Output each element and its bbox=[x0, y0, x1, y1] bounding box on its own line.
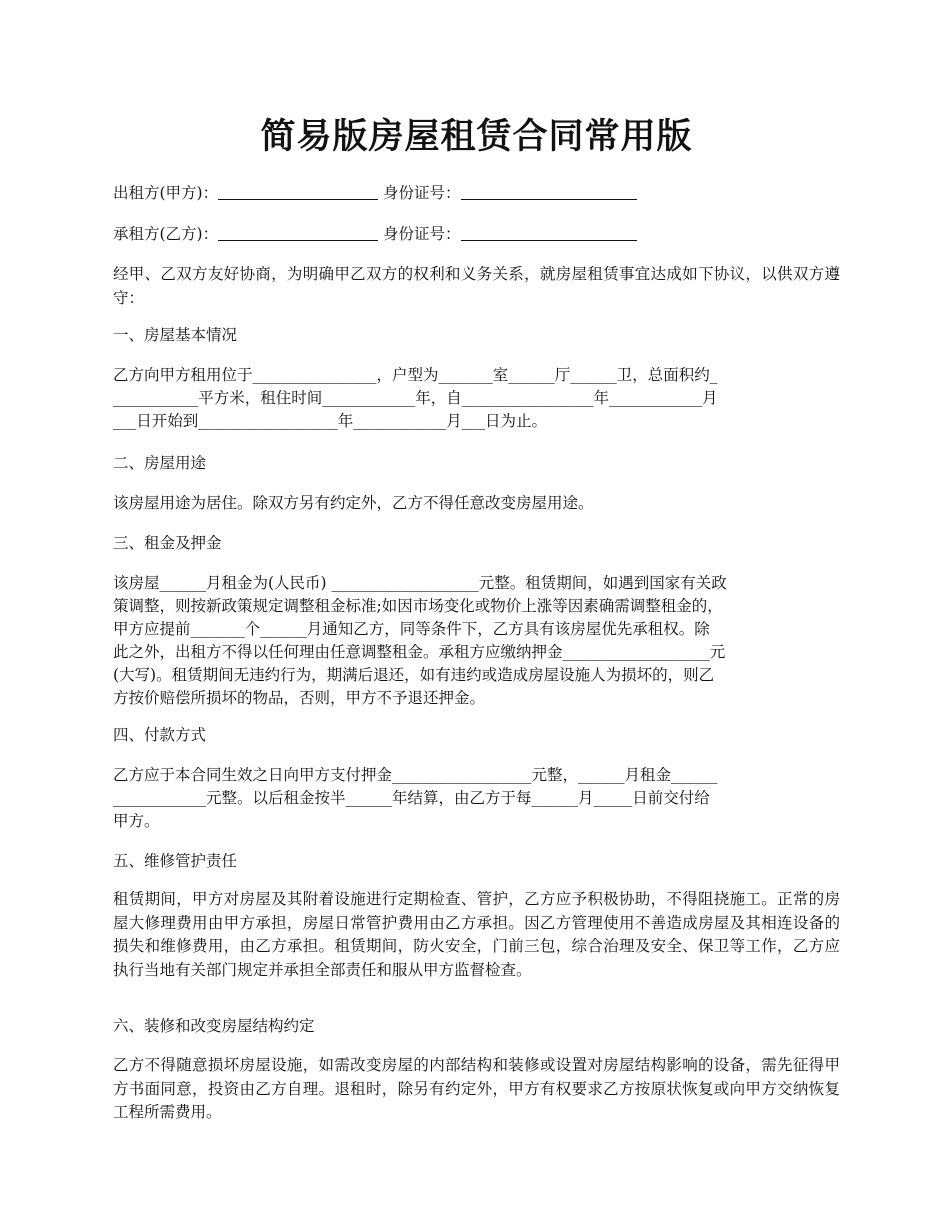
section-3-heading: 三、租金及押金 bbox=[113, 534, 222, 552]
section-4-heading: 四、付款方式 bbox=[113, 726, 207, 744]
section-6-heading: 六、装修和改变房屋结构约定 bbox=[113, 1017, 315, 1035]
section-2-body: 该房屋用途为居住。除双方另有约定外，乙方不得任意改变房屋用途。 bbox=[113, 494, 594, 512]
document-title: 简易版房屋租赁合同常用版 bbox=[260, 116, 693, 157]
section-2-heading: 二、房屋用途 bbox=[113, 454, 207, 472]
lessor-row bbox=[113, 181, 840, 205]
lessor-id-label: 身份证号： bbox=[383, 184, 461, 202]
section-3-line-3: 甲方应提前_______个______月通知乙方，同等条件下，乙方具有该房屋优先承租权。除 bbox=[113, 620, 710, 638]
section-3-line-1: 该房屋______月租金为(人民币) ___________________元整。租赁期间，如遇到国家有关政 bbox=[113, 574, 727, 592]
section-3-line-5: (大写)。租赁期间无违约行为，期满后退还，如有违约或造成房屋设施人为损坏的，则乙 bbox=[113, 666, 715, 684]
section-4-line-2: ____________元整。以后租金按半______年结算，由乙方于每______月_____日前交付给 bbox=[113, 789, 710, 807]
lessee-id-label: 身份证号： bbox=[383, 225, 461, 243]
section-3-line-2: 策调整，则按新政策规定调整租金标准;如因市场变化或物价上涨等因素确需调整租金的， bbox=[113, 597, 723, 615]
lessor-name-blank[interactable] bbox=[218, 183, 378, 200]
section-5-heading: 五、维修管护责任 bbox=[113, 852, 238, 870]
section-5-body: 租赁期间，甲方对房屋及其附着设施进行定期检查、管护，乙方应予积极协助，不得阻挠施工。正常的房屋大修理费用由甲方承担，房屋日常管护费用由乙方承担。因乙方管理使用不善造成房屋及其相连设备的损失和维修费用，由乙方承担。租赁期间，防火安全，门前三包，综合治理及安全、保卫等工作，乙方应执行当地有关部门规定并承担全部责任和服从甲方监督检查。 bbox=[113, 890, 840, 979]
section-6-body: 乙方不得随意损坏房屋设施，如需改变房屋的内部结构和装修或设置对房屋结构影响的设备，需先征得甲方书面同意，投资由乙方自理。退租时，除另有约定外，甲方有权要求乙方按原状恢复或向甲方交纳恢复工程所需费用。 bbox=[113, 1056, 840, 1121]
section-1-heading: 一、房屋基本情况 bbox=[113, 326, 238, 344]
lessee-id-blank[interactable] bbox=[461, 224, 637, 241]
section-3-line-6: 方按价赔偿所损坏的物品，否则，甲方不予退还押金。 bbox=[113, 689, 486, 707]
section-4-line-3: 甲方。 bbox=[113, 812, 160, 830]
lessee-row bbox=[113, 222, 840, 246]
lessor-id-blank[interactable] bbox=[461, 183, 637, 200]
lessee-name-blank[interactable] bbox=[218, 224, 378, 241]
section-1-line-3: ___日开始到__________________年____________月___日为止。 bbox=[113, 412, 548, 430]
section-1-line-1: 乙方向甲方租用位于________________，户型为_______室______厅______卫，总面积约_ bbox=[113, 366, 718, 384]
section-4-line-1: 乙方应于本合同生效之日向甲方支付押金__________________元整，______月租金______ bbox=[113, 766, 718, 784]
intro-paragraph: 经甲、乙双方友好协商，为明确甲乙双方的权利和义务关系，就房屋租赁事宜达成如下协议，以供双方遵守： bbox=[113, 265, 840, 307]
section-3-line-4: 此之外，出租方不得以任何理由任意调整租金。承租方应缴纳押金___________________元 bbox=[113, 643, 726, 661]
lessor-label: 出租方(甲方)： bbox=[113, 184, 219, 202]
section-1-line-2: ___________平方米，租住时间____________年，自_________________年____________月 bbox=[113, 389, 718, 407]
lessee-label: 承租方(乙方)： bbox=[113, 225, 219, 243]
